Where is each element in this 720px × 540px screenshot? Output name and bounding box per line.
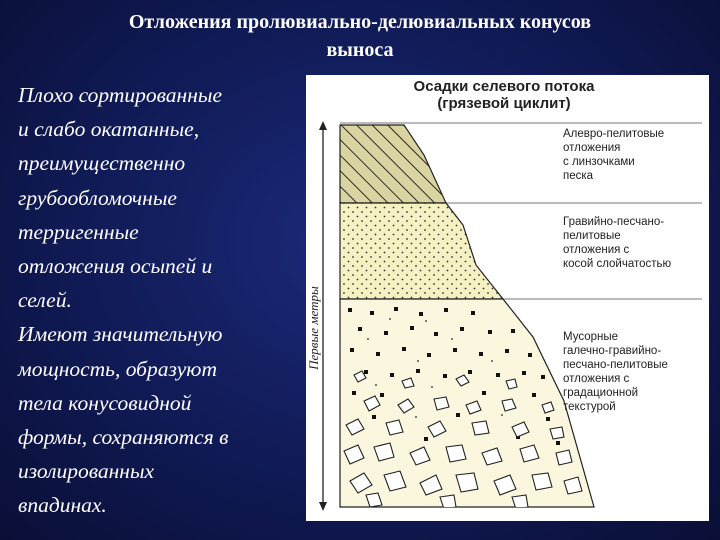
upper-desc-line: с линзочками xyxy=(563,156,635,168)
upper-desc-line: песка xyxy=(563,170,594,182)
middle-desc-line: косой слойчатостью xyxy=(563,258,672,270)
middle-desc-line: пелитовые xyxy=(563,230,621,242)
upper-layer xyxy=(340,125,446,203)
middle-desc-line: отложения с xyxy=(563,244,630,256)
middle-layer xyxy=(340,203,503,299)
axis-arrow-up xyxy=(319,121,327,130)
slide-title-line-2: выноса xyxy=(326,39,394,61)
lower-desc-line: отложения с xyxy=(563,373,630,385)
upper-layer-description xyxy=(563,128,664,182)
lower-desc-line: градационной xyxy=(563,387,639,399)
lower-desc-line: Мусорные xyxy=(563,331,619,343)
sediment-figure xyxy=(306,75,709,521)
figure-header-line-2: (грязевой циклит) xyxy=(437,95,571,112)
slide-title xyxy=(60,8,660,64)
lower-layer-description xyxy=(563,331,668,413)
middle-layer-description xyxy=(563,216,672,270)
axis-arrow-down xyxy=(319,502,327,511)
figure-header-line-1: Осадки селевого потока xyxy=(413,78,595,95)
slide-title-line-1: Отложения пролювиально-делювиальных конусов xyxy=(128,11,592,33)
lower-desc-line: текстурой xyxy=(563,401,616,413)
sediment-diagram xyxy=(306,75,709,521)
upper-desc-line: Алевро-пелитовые xyxy=(563,128,665,140)
upper-desc-line: отложения xyxy=(563,142,621,154)
lower-desc-line: песчано-пелитовые xyxy=(563,359,668,371)
lower-desc-line: галечно-гравийно- xyxy=(563,345,662,357)
axis-label: Первые метры xyxy=(306,286,321,370)
body-text: Плохо сортированные и слабо окатанные, преимущественно грубообломочные терригенные отложения осыпей и селей. Имеют значительную мощность, образуют тела конусовидной формы, сохраняются в изолированных впадинах. xyxy=(18,83,229,518)
middle-desc-line: Гравийно-песчано- xyxy=(563,216,665,228)
